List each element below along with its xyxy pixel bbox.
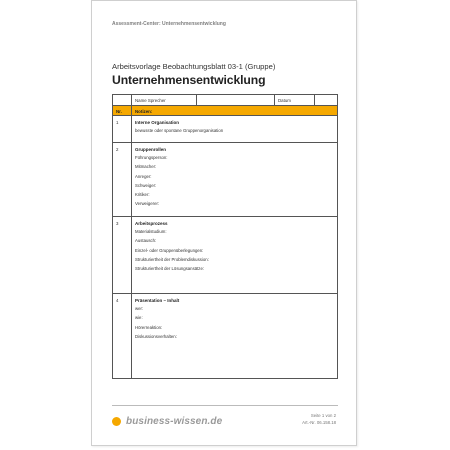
section-line: Materialstudium: (135, 229, 167, 234)
table-header-row (113, 106, 337, 116)
header-label: Assessment-Center: Unternehmensentwicklung (112, 21, 226, 27)
logo-text: business-wissen.de (126, 416, 223, 427)
article-number: Art.-Nr. 06.158.18 (302, 419, 336, 425)
section-number: 4 (113, 294, 132, 378)
section-line: Diskussionsverhalten: (135, 333, 177, 339)
section-line: Mitmacher: (135, 164, 157, 170)
document-title: Unternehmensentwicklung (112, 73, 266, 87)
section-title: Interne Organisation (135, 120, 180, 125)
section-line: Anreger: (135, 173, 152, 179)
footer-divider (112, 405, 338, 406)
section-line: Strukturiertheit der Lösungsansätze: (135, 266, 205, 272)
page-number: Seite 1 von 2 (310, 413, 336, 418)
section-line: Einzel- oder Gruppenüberlegungen: (135, 247, 204, 253)
section-line: wer: (135, 306, 144, 311)
section-notes-cell[interactable] (132, 294, 337, 378)
datum-field[interactable] (315, 95, 337, 105)
sprecher-label: Name Sprecher (132, 95, 197, 105)
column-header-notes: Notizen: (135, 108, 153, 114)
table-row (113, 217, 337, 294)
brand-logo (112, 416, 222, 427)
datum-label: Datum (275, 95, 315, 105)
info-empty-cell (113, 95, 132, 105)
observation-table (112, 94, 338, 379)
document-page (91, 0, 357, 446)
section-line: wie: (135, 315, 143, 321)
table-row (113, 294, 337, 378)
logo-dot-icon (112, 417, 121, 426)
section-line: Strukturiertheit der Problemdiskussion: (135, 256, 209, 262)
section-number: 1 (113, 116, 132, 142)
info-row (113, 95, 337, 106)
table-row (113, 116, 337, 143)
section-number: 2 (113, 143, 132, 216)
section-notes-cell[interactable] (132, 143, 337, 216)
section-line: Hörerreaktion: (135, 324, 163, 330)
sprecher-field[interactable] (197, 95, 275, 105)
section-line: Führungsperson: (135, 155, 168, 160)
section-number: 3 (113, 217, 132, 293)
section-title: Arbeitsprozess (135, 221, 168, 226)
section-line: bewusste oder spontane Gruppenorganisation (135, 128, 224, 133)
section-line: Austausch: (135, 238, 157, 244)
section-line: Verweigerer: (135, 201, 160, 207)
footer-info (302, 413, 336, 426)
section-notes-cell[interactable] (132, 217, 337, 293)
section-line: Schweiger: (135, 182, 157, 188)
table-row (113, 143, 337, 217)
section-line: Kritiker: (135, 192, 150, 198)
section-notes-cell[interactable] (132, 116, 337, 142)
column-header-nr: Nr. (113, 106, 132, 115)
document-subtitle: Arbeitsvorlage Beobachtungsblatt 03-1 (Gruppe) (112, 62, 276, 71)
section-title: Präsentation – Inhalt (135, 298, 180, 303)
section-title: Gruppenrollen (135, 147, 167, 152)
